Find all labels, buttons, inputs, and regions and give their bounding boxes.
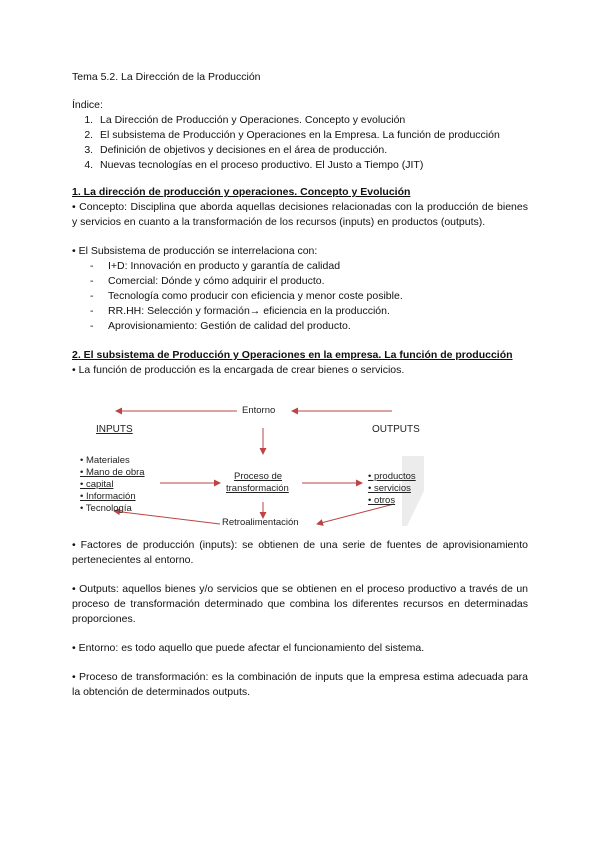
- diagram-entorno: Entorno: [242, 405, 276, 416]
- process-paragraph: • Proceso de transformación: es la combinación de inputs que la empresa estima adecuada para la obtención de determinados outputs.: [72, 671, 528, 698]
- document-title: Tema 5.2. La Dirección de la Producción: [72, 71, 261, 83]
- diagram-inputs-title: INPUTS: [96, 424, 133, 435]
- diagram-process-line2: transformación: [226, 483, 289, 494]
- factors-paragraph: • Factores de producción (inputs): se obtienen de una serie de fuentes de aprovisionamiento pertenecientes al entorno.: [72, 539, 528, 566]
- diagram-output: • productos: [368, 471, 416, 482]
- diagram-feedback: Retroalimentación: [222, 517, 299, 528]
- relations-list: [72, 259, 528, 334]
- relation-item: - Tecnología como producir con eficiencia y menor coste posible.: [90, 289, 528, 304]
- diagram-arrows: [72, 386, 528, 526]
- index-label: Índice:: [72, 99, 103, 111]
- relation-item: - I+D: Innovación en producto y garantía de calidad: [90, 259, 528, 274]
- production-system-diagram: [72, 386, 528, 526]
- index-list: [72, 113, 528, 173]
- diagram-output: • otros: [368, 495, 396, 506]
- production-function-intro: • La función de producción es la encargada de crear bienes o servicios.: [72, 364, 405, 376]
- arrow-outputs-to-feedback: [317, 504, 394, 524]
- section2-heading: 2. El subsistema de Producción y Operaciones en la empresa. La función de producción: [72, 349, 513, 361]
- outputs-paragraph: • Outputs: aquellos bienes y/o servicios que se obtienen en el proceso productivo a través de un proceso de transformación determinado que combina los diferentes recursos en determinadas proporciones.: [72, 583, 528, 625]
- relation-item: - Comercial: Dónde y cómo adquirir el producto.: [90, 274, 528, 289]
- document-page: [72, 70, 528, 700]
- entorno-paragraph: • Entorno: es todo aquello que puede afectar el funcionamiento del sistema.: [72, 642, 425, 654]
- relation-item: - RR.HH: Selección y formación→ eficiencia en la producción.: [90, 304, 528, 319]
- diagram-outputs-title: OUTPUTS: [372, 424, 420, 435]
- diagram-input: • capital: [80, 479, 114, 490]
- subsystem-intro: • El Subsistema de producción se interrelaciona con:: [72, 245, 318, 257]
- diagram-process-line1: Proceso de: [234, 471, 283, 482]
- concept-paragraph: • Concepto: Disciplina que aborda aquellas decisiones relacionadas con la producción de bienes y servicios en cuanto a la transformación de los recursos (inputs) en productos (outputs).: [72, 201, 528, 228]
- index-item: 2. El subsistema de Producción y Operaciones en la Empresa. La función de producción: [96, 128, 528, 143]
- index-item: 4. Nuevas tecnologías en el proceso productivo. El Justo a Tiempo (JIT): [96, 158, 528, 173]
- index-item: 3. Definición de objetivos y decisiones en el área de producción.: [96, 143, 528, 158]
- diagram-output: • servicios: [368, 483, 411, 494]
- index-item: 1. La Dirección de Producción y Operaciones. Concepto y evolución: [96, 113, 528, 128]
- section1-heading: 1. La dirección de producción y operaciones. Concepto y Evolución: [72, 186, 411, 198]
- diagram-input: • Materiales: [80, 455, 130, 466]
- diagram-input: • Información: [80, 491, 136, 502]
- relation-item: - Aprovisionamiento: Gestión de calidad del producto.: [90, 319, 528, 334]
- diagram-input: • Mano de obra: [80, 467, 145, 478]
- diagram-input: • Tecnología: [80, 503, 132, 514]
